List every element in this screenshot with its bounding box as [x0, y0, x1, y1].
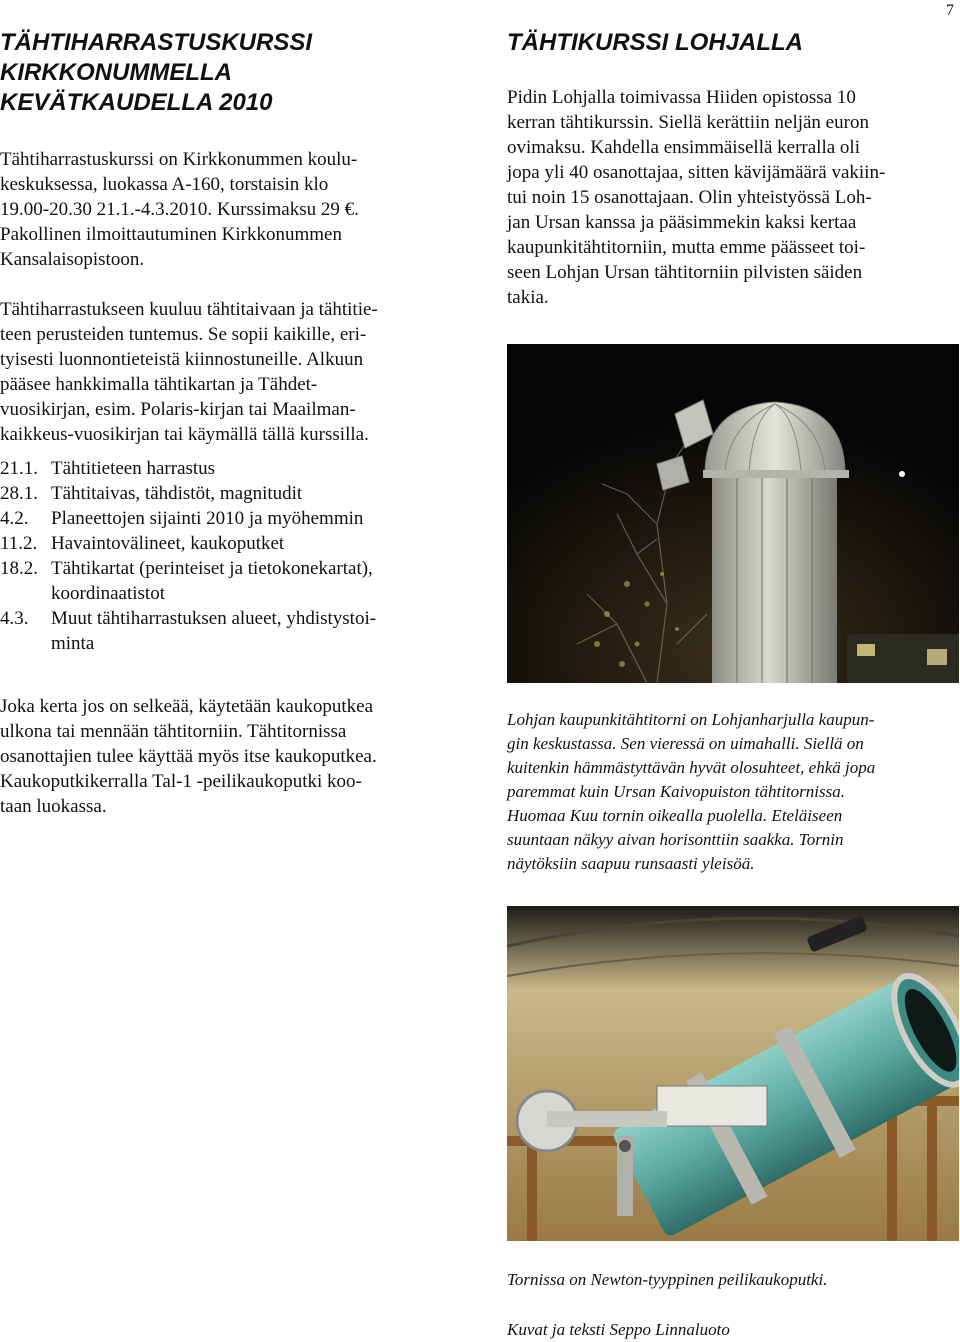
intro-paragraph	[0, 147, 470, 272]
course-schedule	[0, 456, 470, 656]
schedule-topic	[51, 481, 470, 506]
caption-line: Lohjan kaupunkitähtitorni on Lohjanharjulla kaupun-	[507, 710, 875, 729]
telescope-photo	[507, 906, 959, 1241]
schedule-row	[0, 481, 470, 506]
text-line: Kaukoputkikerralla Tal-1 -peilikaukoputki koo-	[0, 771, 362, 792]
text-line: osanottajien tulee käyttää myös itse kaukoputkea.	[0, 746, 377, 767]
text-line: taan luokassa.	[0, 796, 107, 817]
schedule-date: 4.2.	[0, 508, 29, 529]
schedule-row	[0, 556, 470, 606]
schedule-topic	[51, 556, 470, 606]
observatory-caption	[507, 708, 952, 876]
text-line: pääsee hankkimalla tähtikartan ja Tähdet-	[0, 374, 318, 395]
text-line: ovimaksu. Kahdella ensimmäisellä kerralla oli	[507, 137, 860, 158]
caption-line: kuitenkin hämmästyttävän hyvät olosuhteet, ehkä jopa	[507, 758, 876, 777]
kirkkonummi-course-heading	[0, 28, 470, 118]
schedule-topic	[51, 606, 470, 656]
hobby-paragraph	[0, 297, 470, 447]
schedule-row	[0, 531, 470, 556]
topic-line: Planeettojen sijainti 2010 ja myöhemmin	[51, 508, 364, 529]
text-line: Joka kerta jos on selkeää, käytetään kaukoputkea	[0, 696, 373, 717]
caption-line: suuntaan näkyy aivan horisonttiin saakka. Tornin	[507, 830, 844, 849]
caption-line: gin keskustassa. Sen vieressä on uimahalli. Siellä on	[507, 734, 864, 753]
topic-line: Havaintovälineet, kaukoputket	[51, 533, 285, 554]
heading-line: KIRKKONUMMELLA	[0, 59, 232, 86]
closing-paragraph	[0, 694, 470, 819]
caption-line: paremmat kuin Ursan Kaivopuiston tähtitornissa.	[507, 782, 845, 801]
schedule-date: 21.1.	[0, 458, 38, 479]
right-column	[507, 28, 957, 310]
telescope-illustration	[507, 906, 959, 1241]
text-line: keskuksessa, luokassa A-160, torstaisin klo	[0, 174, 329, 195]
text-line: tui noin 15 osanottajaan. Olin yhteistyössä Loh-	[507, 187, 872, 208]
topic-line: Tähtitaivas, tähdistöt, magnitudit	[51, 483, 303, 504]
telescope-caption: Tornissa on Newton-tyyppinen peilikaukoputki.	[507, 1270, 828, 1289]
text-line: teen perusteiden tuntemus. Se sopii kaikille, eri-	[0, 324, 367, 345]
left-column	[0, 28, 470, 447]
text-line: Pidin Lohjalla toimivassa Hiiden opistossa 10	[507, 87, 856, 108]
topic-line: Tähtitieteen harrastus	[51, 458, 216, 479]
photo-credit: Kuvat ja teksti Seppo Linnaluoto	[507, 1320, 730, 1339]
observatory-photo	[507, 344, 959, 683]
text-line: kaikkeus-vuosikirjan tai käymällä tällä kurssilla.	[0, 424, 369, 445]
text-line: seen Lohjan Ursan tähtitorniin pilvisten säiden	[507, 262, 863, 283]
schedule-row	[0, 606, 470, 656]
text-line: kaupunkitähtitorniin, mutta emme päässeet toi-	[507, 237, 866, 258]
caption-line: Huomaa Kuu tornin oikealla puolella. Eteläiseen	[507, 806, 843, 825]
schedule-date: 18.2.	[0, 558, 38, 579]
topic-line: koordinaatistot	[51, 583, 165, 604]
heading-line: TÄHTIHARRASTUSKURSSI	[0, 29, 312, 56]
schedule-row	[0, 456, 470, 481]
text-line: ulkona tai mennään tähtitorniin. Tähtitornissa	[0, 721, 347, 742]
schedule-topic	[51, 506, 470, 531]
lohja-paragraph	[507, 85, 957, 310]
text-line: Pakollinen ilmoittautuminen Kirkkonummen	[0, 224, 342, 245]
text-line: vuosikirjan, esim. Polaris-kirjan tai Maailman-	[0, 399, 356, 420]
text-line: Tähtiharrastukseen kuuluu tähtitaivaan ja tähtitie-	[0, 299, 378, 320]
schedule-topic	[51, 531, 470, 556]
text-line: jopa yli 40 osanottajaa, sitten kävijämäärä vakiin-	[507, 162, 886, 183]
observatory-illustration	[507, 344, 959, 683]
text-line: tyisesti luonnontieteistä kiinnostuneille. Alkuun	[0, 349, 364, 370]
text-line: 19.00-20.30 21.1.-4.3.2010. Kurssimaksu 29 €.	[0, 199, 359, 220]
lohja-course-heading: TÄHTIKURSSI LOHJALLA	[507, 29, 803, 56]
heading-line: KEVÄTKAUDELLA 2010	[0, 89, 273, 116]
topic-line: Tähtikartat (perinteiset ja tietokonekartat),	[51, 558, 373, 579]
topic-line: minta	[51, 633, 95, 654]
text-line: takia.	[507, 287, 549, 308]
schedule-date: 28.1.	[0, 483, 38, 504]
topic-line: Muut tähtiharrastuksen alueet, yhdistystoi-	[51, 608, 377, 629]
schedule-row	[0, 506, 470, 531]
schedule-date: 11.2.	[0, 533, 38, 554]
text-line: Kansalaisopistoon.	[0, 249, 145, 270]
text-line: jan Ursan kanssa ja pääsimmekin kaksi kertaa	[507, 212, 857, 233]
page-number: 7	[946, 2, 954, 19]
caption-line: näytöksiin saapuu runsaasti yleisöä.	[507, 854, 755, 873]
text-line: kerran tähtikurssin. Siellä kerättiin neljän euron	[507, 112, 869, 133]
schedule-date: 4.3.	[0, 608, 29, 629]
text-line: Tähtiharrastuskurssi on Kirkkonummen koulu-	[0, 149, 358, 170]
schedule-topic	[51, 456, 470, 481]
